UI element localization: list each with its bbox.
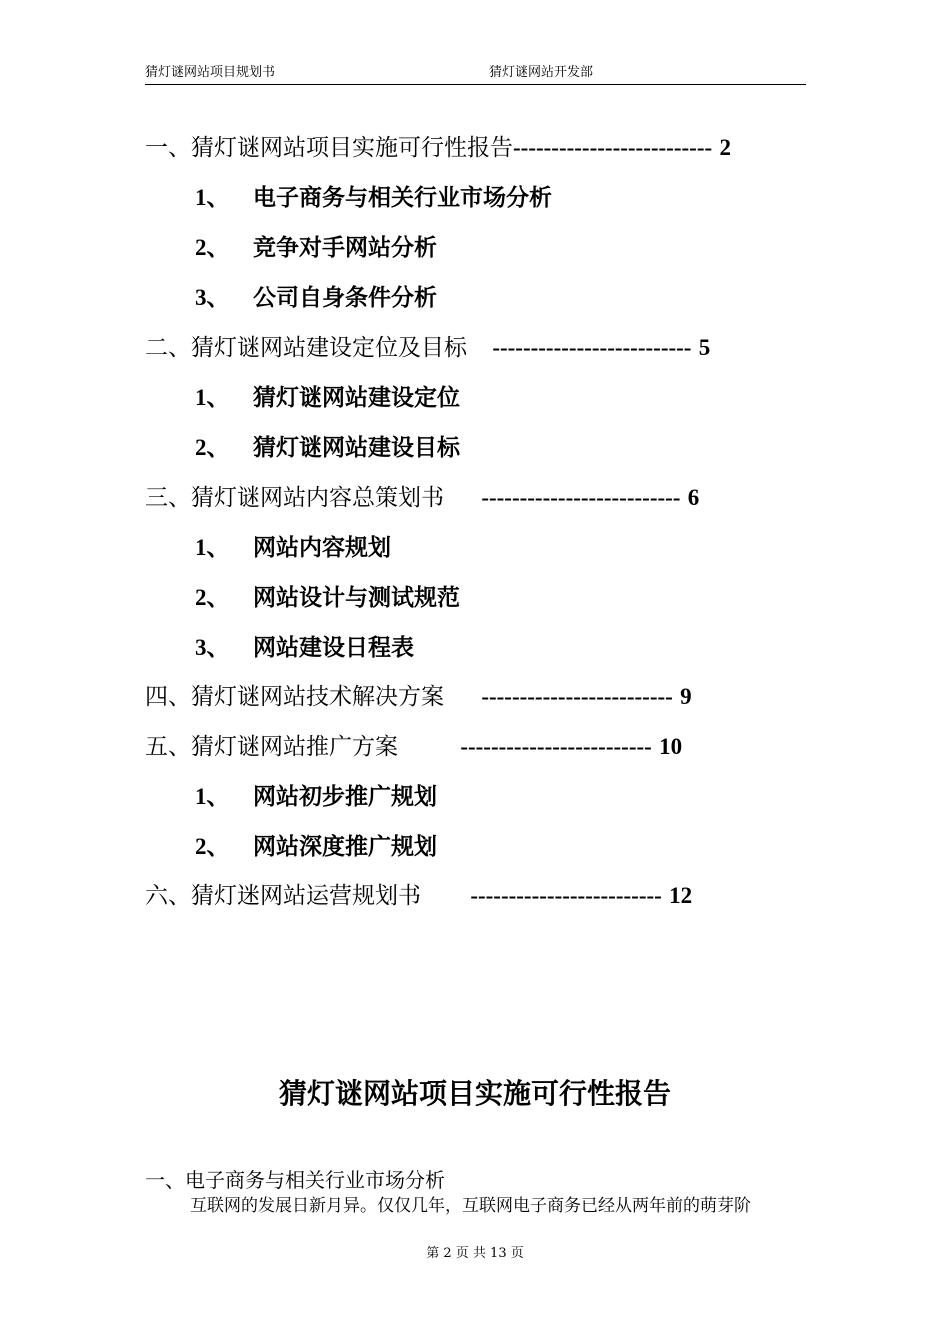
document-title: 猜灯谜网站项目实施可行性报告 [278,1077,671,1110]
toc-page-number: 10 [659,734,683,759]
toc-item-number: 2、 [195,834,230,859]
toc-item-number: 1、 [195,535,230,560]
toc-item-number: 1、 [195,784,230,809]
toc-page-number: 2 [719,135,731,160]
toc-leader: -------------------------- [513,135,713,160]
toc-item-title: 网站设计与测试规范 [253,584,460,611]
toc-item-title: 网站深度推广规划 [253,833,437,860]
toc-item-title: 电子商务与相关行业市场分析 [253,184,552,211]
toc-chapter-4[interactable] [145,677,692,717]
toc-leader: -------------------------- [492,335,692,360]
toc-item-title: 猜灯谜网站建设定位 [253,384,460,411]
toc-item-title: 网站初步推广规划 [253,783,437,810]
toc-item-number: 2、 [195,585,230,610]
toc-chapter-title: 一、猜灯谜网站项目实施可行性报告 [145,135,513,161]
toc-item-3-3[interactable] [195,628,414,668]
toc-leader: ------------------------- [470,883,662,908]
toc-leader: -------------------------- [481,485,681,510]
toc-chapter-title: 二、猜灯谜网站建设定位及目标 [145,335,467,361]
toc-item-1-3[interactable] [195,278,437,318]
section-heading: 一、电子商务与相关行业市场分析 [145,1168,445,1192]
toc-item-3-1[interactable] [195,528,391,568]
body-paragraph: 互联网的发展日新月异。仅仅几年，互联网电子商务已经从两年前的萌芽阶 [190,1196,751,1216]
toc-item-5-2[interactable] [195,827,437,867]
toc-item-title: 公司自身条件分析 [253,284,437,311]
toc-item-number: 1、 [195,385,230,410]
toc-leader: ------------------------- [460,734,652,759]
toc-page-number: 9 [680,684,692,709]
toc-page-number: 12 [669,883,693,908]
toc-item-5-1[interactable] [195,777,437,817]
toc-item-number: 2、 [195,235,230,260]
toc-chapter-6[interactable] [145,876,692,916]
toc-item-2-2[interactable] [195,428,460,468]
toc-page-number: 6 [687,485,700,510]
toc-item-1-1[interactable] [195,178,552,218]
page-header [145,62,806,85]
toc-item-number: 3、 [195,285,230,310]
toc-item-title: 网站建设日程表 [253,634,414,661]
toc-item-title: 竞争对手网站分析 [253,234,437,261]
toc-item-1-2[interactable] [195,228,437,268]
toc-chapter-1[interactable] [145,128,731,168]
toc-chapter-5[interactable] [145,727,682,767]
toc-chapter-2[interactable] [145,328,710,368]
toc-item-2-1[interactable] [195,378,460,418]
toc-item-number: 2、 [195,435,230,460]
toc-chapter-title: 六、猜灯迷网站运营规划书 [145,883,421,909]
toc-chapter-title: 三、猜灯谜网站内容总策划书 [145,485,444,511]
toc-page-number: 5 [698,335,711,360]
toc-item-title: 猜灯谜网站建设目标 [253,434,460,461]
toc-leader: ------------------------- [481,684,673,709]
header-department: 猜灯谜网站开发部 [489,65,594,80]
toc-item-3-2[interactable] [195,578,460,618]
toc-item-number: 1、 [195,185,230,210]
toc-item-number: 3、 [195,635,230,660]
toc-chapter-title: 四、猜灯谜网站技术解决方案 [145,684,444,710]
page-footer: 第 2 页 共 13 页 [426,1246,524,1261]
header-doc-name: 猜灯谜网站项目规划书 [145,65,276,80]
toc-item-title: 网站内容规划 [253,534,391,561]
toc-chapter-3[interactable] [145,478,699,518]
toc-chapter-title: 五、猜灯谜网站推广方案 [145,734,398,760]
